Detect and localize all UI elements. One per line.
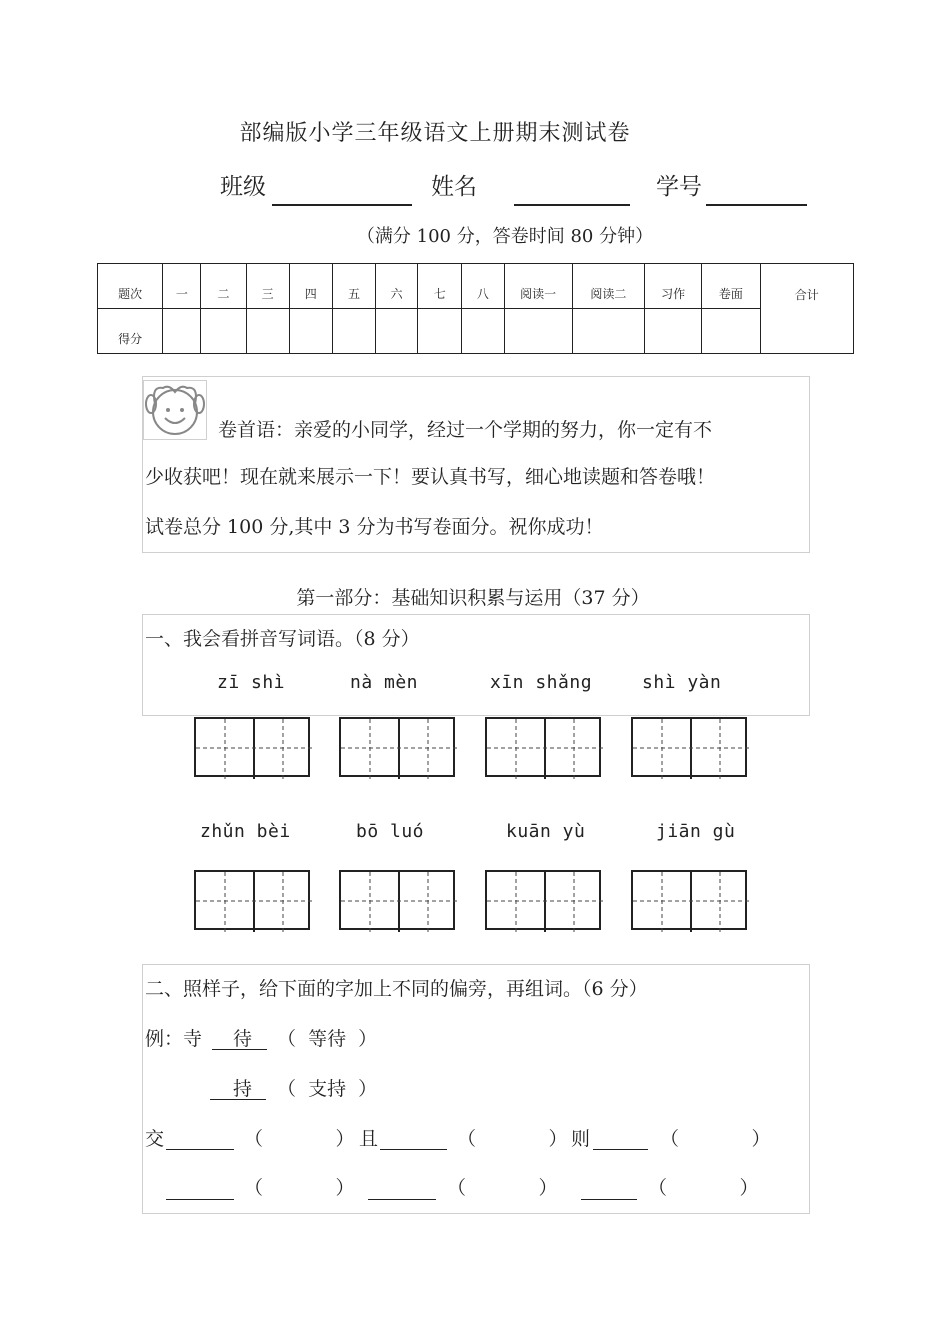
score-cell[interactable] xyxy=(504,309,572,354)
full-mark-note: （满分 100 分，答卷时间 80 分钟） xyxy=(356,226,654,247)
answer-char-field[interactable] xyxy=(166,1199,234,1200)
answer-char-field[interactable] xyxy=(593,1149,648,1150)
girl-face-icon xyxy=(143,380,207,440)
tianzige-writing-grid[interactable] xyxy=(194,717,310,777)
example-char: 持 xyxy=(233,1078,253,1100)
score-table-header-row xyxy=(98,264,854,309)
pinyin-prompt: xīn shǎng xyxy=(490,672,593,693)
answer-char-field[interactable] xyxy=(581,1199,637,1200)
total-column-header: 合计 xyxy=(760,264,854,354)
column-header: 阅读一 xyxy=(504,264,572,309)
number-label: 学号 xyxy=(656,174,702,200)
example-label: 例：寺 xyxy=(145,1028,203,1050)
score-table xyxy=(97,263,854,354)
intro-line-2: 少收获吧！现在就来展示一下！要认真书写，细心地读题和答卷哦！ xyxy=(145,466,716,488)
intro-line-3: 试卷总分 100 分,其中 3 分为书写卷面分。祝你成功！ xyxy=(145,516,604,538)
student-info-row xyxy=(0,168,950,208)
column-header: 一 xyxy=(163,264,201,309)
column-header: 六 xyxy=(376,264,418,309)
answer-word-field[interactable]: （ ） xyxy=(244,1177,355,1199)
pinyin-prompt: jiān gù xyxy=(656,821,736,842)
column-header: 八 xyxy=(462,264,504,309)
answer-char-field[interactable] xyxy=(368,1199,436,1200)
score-cell[interactable] xyxy=(702,309,760,354)
q1-title: 一、我会看拼音写词语。（8 分） xyxy=(145,628,420,650)
score-cell[interactable] xyxy=(332,309,375,354)
example-word: （ 支持 ） xyxy=(277,1078,378,1100)
tianzige-writing-grid[interactable] xyxy=(194,870,310,930)
name-field[interactable] xyxy=(514,204,630,206)
column-header: 三 xyxy=(246,264,289,309)
q2-title: 二、照样子，给下面的字加上不同的偏旁，再组词。（6 分） xyxy=(145,978,648,1000)
pinyin-prompt: zhǔn bèi xyxy=(200,821,291,842)
page-title: 部编版小学三年级语文上册期末测试卷 xyxy=(239,121,631,146)
score-cell[interactable] xyxy=(201,309,246,354)
answer-char-field[interactable] xyxy=(166,1149,234,1150)
pinyin-prompt: zī shì xyxy=(217,672,286,693)
tianzige-writing-grid[interactable] xyxy=(339,870,455,930)
answer-word-field[interactable]: （ ） xyxy=(244,1128,355,1150)
column-header: 卷面 xyxy=(702,264,760,309)
name-label: 姓名 xyxy=(431,174,477,200)
answer-char-field[interactable] xyxy=(380,1149,447,1150)
base-char: 且 xyxy=(359,1128,379,1150)
score-cell[interactable] xyxy=(462,309,504,354)
column-header: 七 xyxy=(418,264,462,309)
column-header: 二 xyxy=(201,264,246,309)
row-label-score: 得分 xyxy=(98,309,163,354)
pinyin-prompt: kuān yù xyxy=(506,821,586,842)
score-cell[interactable] xyxy=(289,309,332,354)
answer-word-field[interactable]: （ ） xyxy=(457,1128,568,1150)
base-char: 则 xyxy=(571,1128,591,1150)
class-field[interactable] xyxy=(272,204,412,206)
number-field[interactable] xyxy=(706,204,807,206)
tianzige-writing-grid[interactable] xyxy=(485,870,601,930)
part1-title: 第一部分：基础知识积累与运用（37 分） xyxy=(296,587,650,609)
column-header: 四 xyxy=(289,264,332,309)
column-header: 习作 xyxy=(645,264,702,309)
score-table-score-row xyxy=(98,309,854,354)
column-header: 阅读二 xyxy=(572,264,644,309)
row-label-question: 题次 xyxy=(98,264,163,309)
score-cell[interactable] xyxy=(246,309,289,354)
example-word: （ 等待 ） xyxy=(277,1028,378,1050)
answer-word-field[interactable]: （ ） xyxy=(648,1177,759,1199)
tianzige-writing-grid[interactable] xyxy=(485,717,601,777)
score-cell[interactable] xyxy=(418,309,462,354)
score-cell[interactable] xyxy=(163,309,201,354)
pinyin-prompt: nà mèn xyxy=(350,672,419,693)
pinyin-prompt: shì yàn xyxy=(642,672,722,693)
class-label: 班级 xyxy=(220,174,266,200)
answer-word-field[interactable]: （ ） xyxy=(660,1128,771,1150)
score-cell[interactable] xyxy=(376,309,418,354)
column-header: 五 xyxy=(332,264,375,309)
tianzige-writing-grid[interactable] xyxy=(339,717,455,777)
answer-word-field[interactable]: （ ） xyxy=(447,1177,558,1199)
tianzige-writing-grid[interactable] xyxy=(631,717,747,777)
example-underline xyxy=(212,1049,267,1050)
base-char: 交 xyxy=(145,1128,165,1150)
pinyin-prompt: bō luó xyxy=(356,821,425,842)
score-cell[interactable] xyxy=(645,309,702,354)
intro-line-1: 卷首语：亲爱的小同学，经过一个学期的努力，你一定有不 xyxy=(218,419,713,441)
tianzige-writing-grid[interactable] xyxy=(631,870,747,930)
score-cell[interactable] xyxy=(572,309,644,354)
example-underline xyxy=(210,1099,266,1100)
example-char: 待 xyxy=(233,1028,253,1050)
